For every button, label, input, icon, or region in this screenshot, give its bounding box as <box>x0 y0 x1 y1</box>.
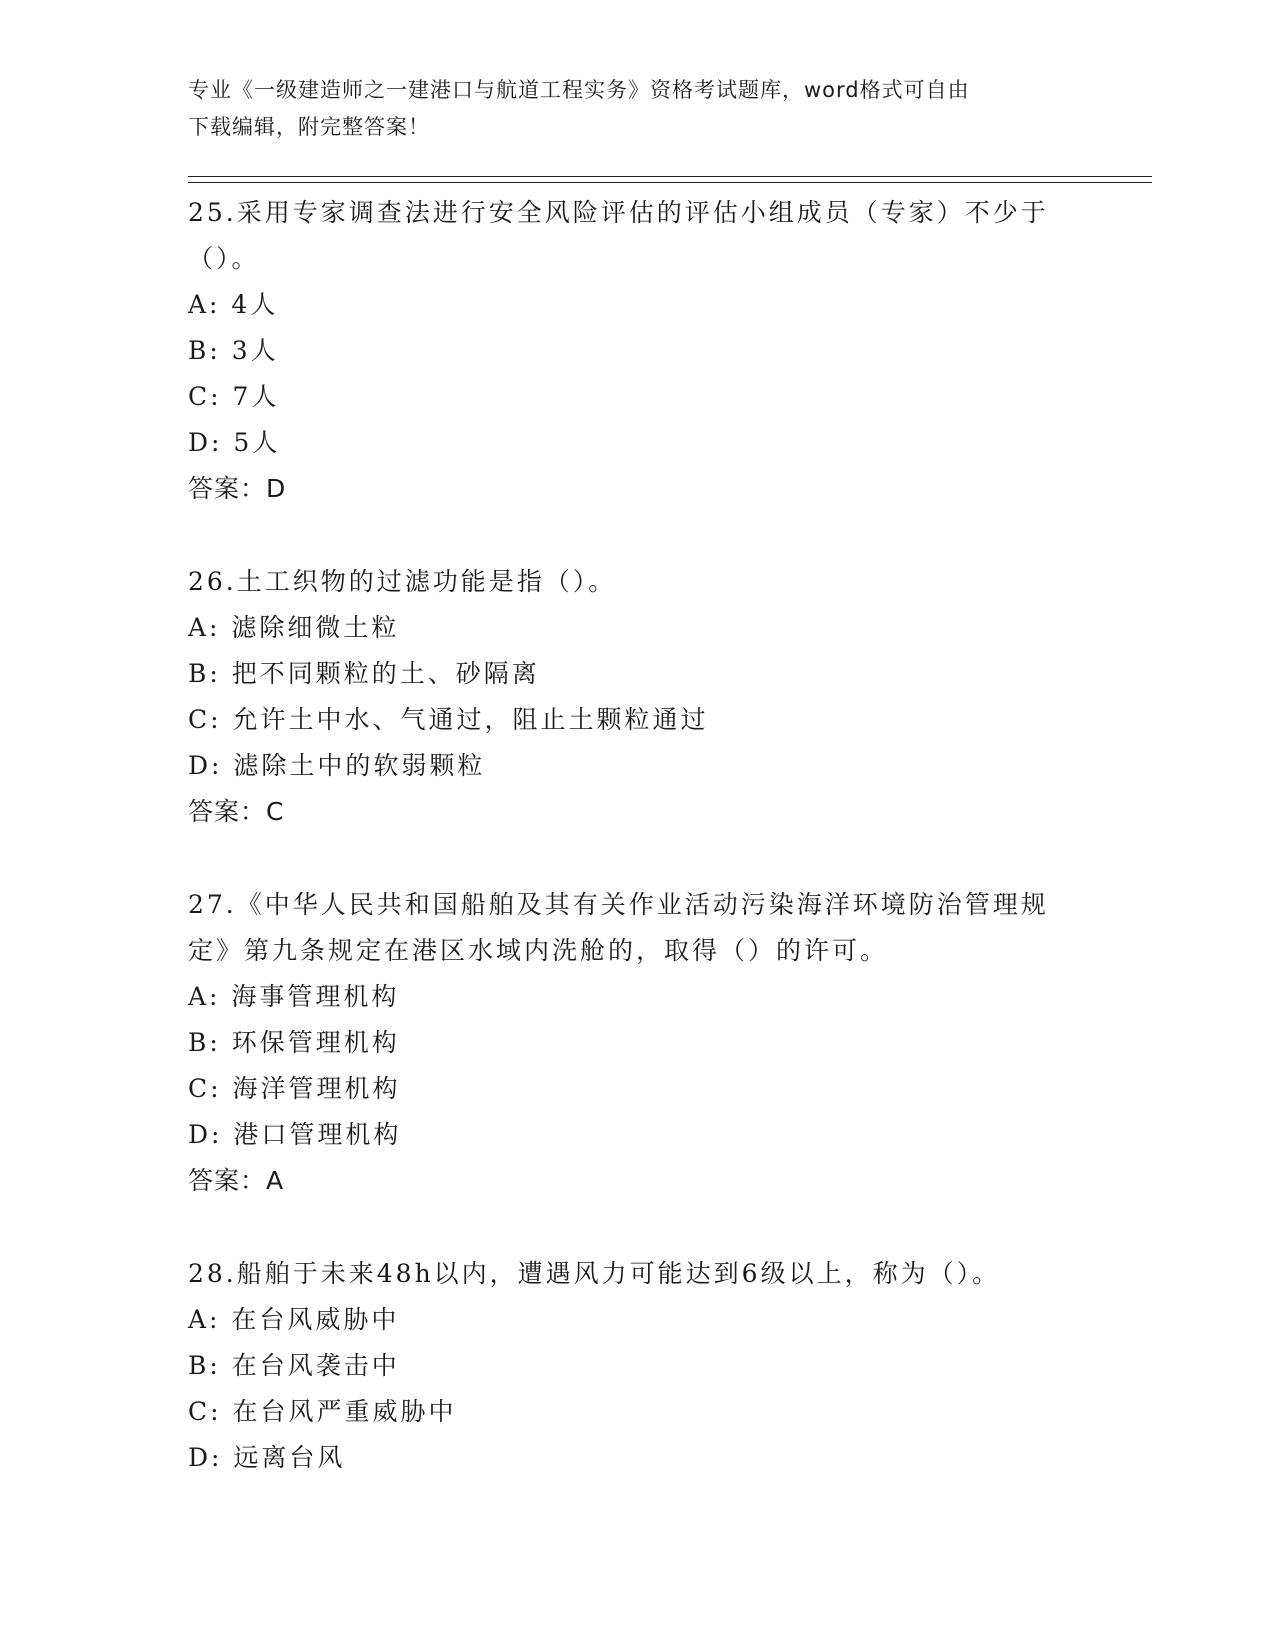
header-line-2: 下载编辑，附完整答案！ <box>188 115 430 139</box>
question-25 <box>188 190 1088 512</box>
question-27 <box>188 882 1088 1204</box>
question-stem-continued: 定》第九条规定在港区水域内洗舱的，取得（）的许可。 <box>188 936 889 965</box>
question-stem: 25.采用专家调查法进行安全风险评估的评估小组成员（专家）不少于 <box>188 198 1049 227</box>
option-c: C: 海洋管理机构 <box>188 1074 401 1103</box>
question-spacer <box>188 835 1088 882</box>
question-list <box>188 190 1088 1481</box>
option-b: B: 环保管理机构 <box>188 1028 400 1057</box>
header-line-1: 专业《一级建造师之一建港口与航道工程实务》资格考试题库，word格式可自由 <box>188 78 970 102</box>
option-b: B: 在台风袭击中 <box>188 1351 400 1380</box>
header-divider-top <box>188 176 1152 177</box>
option-d: D: 远离台风 <box>188 1443 346 1472</box>
option-a: A: 4人 <box>188 290 279 319</box>
option-c: C: 在台风严重威胁中 <box>188 1397 457 1426</box>
question-stem: 28.船舶于未来48h以内，遭遇风力可能达到6级以上，称为（）。 <box>188 1259 1001 1288</box>
option-c: C: 允许土中水、气通过，阻止土颗粒通过 <box>188 705 709 734</box>
question-spacer <box>188 1204 1088 1251</box>
question-stem: 26.土工织物的过滤功能是指（）。 <box>188 567 617 596</box>
header-divider-bottom <box>188 182 1152 183</box>
answer-line: 答案：A <box>188 1166 285 1195</box>
option-b: B: 把不同颗粒的土、砂隔离 <box>188 659 540 688</box>
document-header <box>188 72 1088 146</box>
question-stem-continued: （）。 <box>188 244 260 273</box>
option-a: A: 海事管理机构 <box>188 982 400 1011</box>
option-d: D: 港口管理机构 <box>188 1120 402 1149</box>
option-d: D: 5人 <box>188 428 281 457</box>
question-28 <box>188 1251 1088 1481</box>
option-a: A: 滤除细微土粒 <box>188 613 400 642</box>
option-a: A: 在台风威胁中 <box>188 1305 400 1334</box>
answer-line: 答案：C <box>188 797 285 826</box>
answer-line: 答案：D <box>188 474 287 503</box>
question-spacer <box>188 512 1088 559</box>
question-26 <box>188 559 1088 835</box>
option-b: B: 3人 <box>188 336 279 365</box>
question-stem: 27.《中华人民共和国船舶及其有关作业活动污染海洋环境防治管理规 <box>188 890 1049 919</box>
option-c: C: 7人 <box>188 382 280 411</box>
option-d: D: 滤除土中的软弱颗粒 <box>188 751 486 780</box>
